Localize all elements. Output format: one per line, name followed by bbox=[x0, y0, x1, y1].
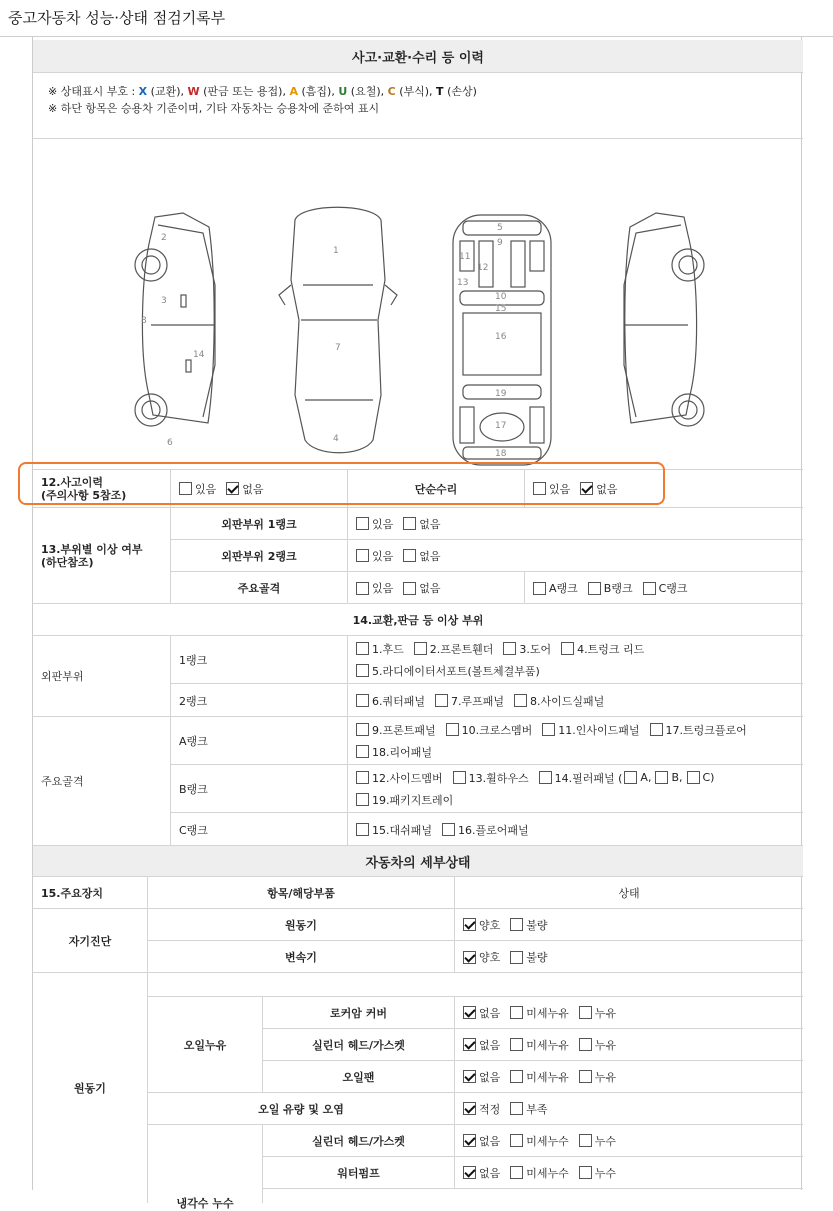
detail-column-headers bbox=[33, 877, 803, 909]
history-header: 사고·교환·수리 등 이력 bbox=[33, 40, 803, 72]
diagram-label-17: 17 bbox=[495, 421, 507, 431]
rank1-parts-row: 1랭크 1.후드 2.프론트휀더 3.도어 4.트렁크 리드 5.라디에이터서포트(볼트체결부품) bbox=[171, 636, 803, 684]
frame-rank-a-checkbox[interactable]: A랭크 bbox=[533, 580, 578, 596]
page-header bbox=[0, 0, 833, 37]
rocker-minor-checkbox[interactable]: 미세누유 bbox=[510, 1005, 569, 1021]
pillar-b-checkbox[interactable] bbox=[655, 771, 668, 784]
diagram-label-1: 1 bbox=[333, 246, 339, 256]
coolant-label: 냉각수 누수 bbox=[148, 1125, 263, 1203]
page-title: 중고자동차 성능·상태 점검기록부 bbox=[8, 9, 226, 27]
engine-partial-row bbox=[148, 973, 803, 997]
accident-no-checkbox[interactable]: 없음 bbox=[226, 481, 263, 497]
coolant-head-leak-checkbox[interactable]: 누수 bbox=[579, 1133, 616, 1149]
part-rear-panel-checkbox[interactable]: 18.리어패널 bbox=[356, 744, 432, 760]
frame-rank-b-checkbox[interactable]: B랭크 bbox=[588, 580, 633, 596]
parts-header: 14.교환,판금 등 이상 부위 bbox=[352, 613, 484, 627]
abnormal-row-frame: 주요골격 있음 없음 A랭크 B랭크 C랭크 bbox=[171, 572, 803, 604]
abnormal-row-rank1: 외판부위 1랭크 있음 없음 bbox=[171, 508, 803, 540]
accident-yes-checkbox[interactable]: 있음 bbox=[179, 481, 216, 497]
frame-parts-block bbox=[33, 717, 803, 846]
part-pillar-panel: 14.필러패널 ( A, B, C) bbox=[539, 770, 715, 786]
coolant-head-row: 실린더 헤드/가스켓 없음 미세누수 누수 bbox=[263, 1125, 803, 1157]
part-pillar-panel-checkbox[interactable] bbox=[539, 771, 552, 784]
diagram-label-5: 5 bbox=[497, 223, 503, 233]
col-main-device: 15.주요장치 bbox=[33, 877, 148, 908]
rank2-no-checkbox[interactable]: 없음 bbox=[403, 548, 440, 564]
self-diag-engine-row: 원동기 양호 불량 bbox=[148, 909, 803, 941]
part-package-tray-checkbox[interactable]: 19.패키지트레이 bbox=[356, 792, 453, 808]
oil-level-row: 오일 유량 및 오염 적정 부족 bbox=[148, 1093, 803, 1125]
outer-panels-block bbox=[33, 636, 803, 717]
oil-leak-label: 오일누유 bbox=[148, 997, 263, 1093]
trans-diag-good-checkbox[interactable]: 양호 bbox=[463, 949, 500, 965]
accident-label: 12.사고이력 (주의사항 5참조) bbox=[33, 470, 171, 507]
diagram-label-19: 19 bbox=[495, 389, 507, 399]
rocker-leak-checkbox[interactable]: 누유 bbox=[579, 1005, 616, 1021]
diagram-label-9: 9 bbox=[497, 238, 503, 248]
col-item: 항목/해당부품 bbox=[148, 877, 455, 908]
part-side-member-checkbox[interactable]: 12.사이드멤버 bbox=[356, 770, 443, 786]
rank2-parts-row: 2랭크 6.쿼터패널 7.루프패널 8.사이드실패널 bbox=[171, 684, 803, 717]
self-diagnosis-label: 자기진단 bbox=[33, 909, 148, 972]
rank1-yes-checkbox[interactable]: 있음 bbox=[356, 516, 393, 532]
frame-no-checkbox[interactable]: 없음 bbox=[403, 580, 440, 596]
trans-diag-bad-checkbox[interactable]: 불량 bbox=[510, 949, 547, 965]
car-top-view bbox=[279, 207, 397, 453]
diagram-label-12: 12 bbox=[477, 263, 489, 273]
oilpan-leak-checkbox[interactable]: 누유 bbox=[579, 1069, 616, 1085]
diagram-label-14: 14 bbox=[193, 350, 205, 360]
frame-parts-label: 주요골격 bbox=[33, 717, 171, 845]
car-diagram[interactable] bbox=[33, 145, 803, 465]
coolant-head-none-checkbox[interactable]: 없음 bbox=[463, 1133, 500, 1149]
outer-panels-label: 외판부위 bbox=[33, 636, 171, 716]
part-trunk-floor-checkbox[interactable]: 17.트렁크플로어 bbox=[650, 722, 747, 738]
legend bbox=[48, 83, 477, 117]
rankA-parts-row: A랭크 9.프론트패널 10.크로스멤버 11.인사이드패널 17.트렁크플로어 18.리어패널 bbox=[171, 717, 803, 765]
rocker-none-checkbox[interactable]: 없음 bbox=[463, 1005, 500, 1021]
part-inside-panel-checkbox[interactable]: 11.인사이드패널 bbox=[542, 722, 639, 738]
abnormal-row-rank2: 외판부위 2랭크 있음 없음 bbox=[171, 540, 803, 572]
inspection-sheet[interactable] bbox=[32, 37, 802, 1210]
detail-header-row bbox=[33, 846, 803, 877]
rank1-no-checkbox[interactable]: 없음 bbox=[403, 516, 440, 532]
car-left-side-view bbox=[135, 213, 215, 426]
engine-diag-bad-checkbox[interactable]: 불량 bbox=[510, 917, 547, 933]
head-oil-none-checkbox[interactable]: 없음 bbox=[463, 1037, 500, 1053]
diagram-label-2: 2 bbox=[161, 233, 167, 243]
oilpan-minor-checkbox[interactable]: 미세누유 bbox=[510, 1069, 569, 1085]
part-door-checkbox[interactable]: 3.도어 bbox=[503, 641, 551, 657]
rank2-yes-checkbox[interactable]: 있음 bbox=[356, 548, 393, 564]
pillar-c-checkbox[interactable] bbox=[687, 771, 700, 784]
diagram-label-6: 6 bbox=[167, 438, 173, 448]
abnormal-block bbox=[33, 508, 803, 604]
simple-repair-options bbox=[525, 470, 803, 507]
detail-header: 자동차의 세부상태 bbox=[33, 846, 803, 876]
coolant-head-minor-checkbox[interactable]: 미세누수 bbox=[510, 1133, 569, 1149]
frame-yes-checkbox[interactable]: 있음 bbox=[356, 580, 393, 596]
diagram-label-18: 18 bbox=[495, 449, 507, 459]
diagram-label-10: 10 bbox=[495, 292, 507, 302]
part-trunk-lid-checkbox[interactable]: 4.트렁크 리드 bbox=[561, 641, 644, 657]
diagram-label-13: 13 bbox=[457, 278, 469, 288]
oil-leak-rocker-row: 로커암 커버 없음 미세누유 누유 bbox=[263, 997, 803, 1029]
part-front-fender-checkbox[interactable]: 2.프론트휀더 bbox=[414, 641, 494, 657]
part-front-panel-checkbox[interactable]: 9.프론트패널 bbox=[356, 722, 436, 738]
diagram-label-11: 11 bbox=[459, 252, 471, 262]
diagram-label-15: 15 bbox=[495, 304, 507, 314]
history-diagram-row bbox=[33, 73, 803, 470]
history-header-row bbox=[33, 40, 803, 73]
diagram-label-8: 8 bbox=[141, 316, 147, 326]
engine-diag-good-checkbox[interactable]: 양호 bbox=[463, 917, 500, 933]
oil-level-low-checkbox[interactable]: 부족 bbox=[510, 1101, 547, 1117]
head-oil-minor-checkbox[interactable]: 미세누유 bbox=[510, 1037, 569, 1053]
oilpan-none-checkbox[interactable]: 없음 bbox=[463, 1069, 500, 1085]
accident-row bbox=[33, 470, 803, 508]
part-quarter-panel-checkbox[interactable]: 6.쿼터패널 bbox=[356, 693, 425, 709]
self-diag-transmission-row: 변속기 양호 불량 bbox=[148, 941, 803, 973]
part-radiator-support-checkbox[interactable]: 5.라디에이터서포트(볼트체결부품) bbox=[356, 663, 540, 679]
oil-leak-head-row: 실린더 헤드/가스켓 없음 미세누유 누유 bbox=[263, 1029, 803, 1061]
self-diagnosis-block bbox=[33, 909, 803, 973]
simple-repair-yes-checkbox[interactable]: 있음 bbox=[533, 481, 570, 497]
head-oil-leak-checkbox[interactable]: 누유 bbox=[579, 1037, 616, 1053]
pump-none-checkbox[interactable]: 없음 bbox=[463, 1165, 500, 1181]
diagram-label-7: 7 bbox=[335, 343, 341, 353]
simple-repair-label: 단순수리 bbox=[348, 470, 525, 507]
engine-label: 원동기 bbox=[33, 973, 148, 1203]
legend-note: ※ 하단 항목은 승용차 기준이며, 기타 자동차는 승용차에 준하여 표시 bbox=[48, 102, 380, 115]
diagram-label-16: 16 bbox=[495, 332, 507, 342]
car-right-side-view bbox=[624, 213, 704, 426]
coolant-pump-row: 워터펌프 없음 미세누수 누수 bbox=[263, 1157, 803, 1189]
pump-leak-checkbox[interactable]: 누수 bbox=[579, 1165, 616, 1181]
rankC-parts-row: C랭크 15.대쉬패널 16.플로어패널 bbox=[171, 813, 803, 846]
part-cross-member-checkbox[interactable]: 10.크로스멤버 bbox=[446, 722, 533, 738]
part-hood-checkbox[interactable]: 1.후드 bbox=[356, 641, 404, 657]
engine-block bbox=[33, 973, 803, 1210]
accident-options bbox=[171, 470, 348, 507]
diagram-label-3: 3 bbox=[161, 296, 167, 306]
pillar-a-checkbox[interactable] bbox=[624, 771, 637, 784]
rankB-parts-row: B랭크 12.사이드멤버 13.휠하우스 14.필러패널 ( A, B, C) 19.패키지트레이 bbox=[171, 765, 803, 813]
legend-marks: ※ 상태표시 부호 : X (교환), W (판금 또는 용접), A (흠집), U (요철), C (부식), T (손상) bbox=[48, 85, 477, 98]
part-floor-panel-checkbox[interactable]: 16.플로어패널 bbox=[442, 822, 529, 838]
col-state: 상태 bbox=[618, 886, 640, 900]
diagram-label-4: 4 bbox=[333, 434, 339, 444]
frame-rank-c-checkbox[interactable]: C랭크 bbox=[643, 580, 688, 596]
abnormal-label: 13.부위별 이상 여부 (하단참조) bbox=[33, 508, 171, 603]
parts-header-row bbox=[33, 604, 803, 636]
pump-minor-checkbox[interactable]: 미세누수 bbox=[510, 1165, 569, 1181]
part-roof-panel-checkbox[interactable]: 7.루프패널 bbox=[435, 693, 504, 709]
oil-leak-pan-row: 오일팬 없음 미세누유 누유 bbox=[263, 1061, 803, 1093]
part-side-sill-checkbox[interactable]: 8.사이드실패널 bbox=[514, 693, 604, 709]
simple-repair-no-checkbox[interactable]: 없음 bbox=[580, 481, 617, 497]
part-wheel-house-checkbox[interactable]: 13.휠하우스 bbox=[453, 770, 529, 786]
oil-level-ok-checkbox[interactable]: 적정 bbox=[463, 1101, 500, 1117]
part-dash-panel-checkbox[interactable]: 15.대쉬패널 bbox=[356, 822, 432, 838]
